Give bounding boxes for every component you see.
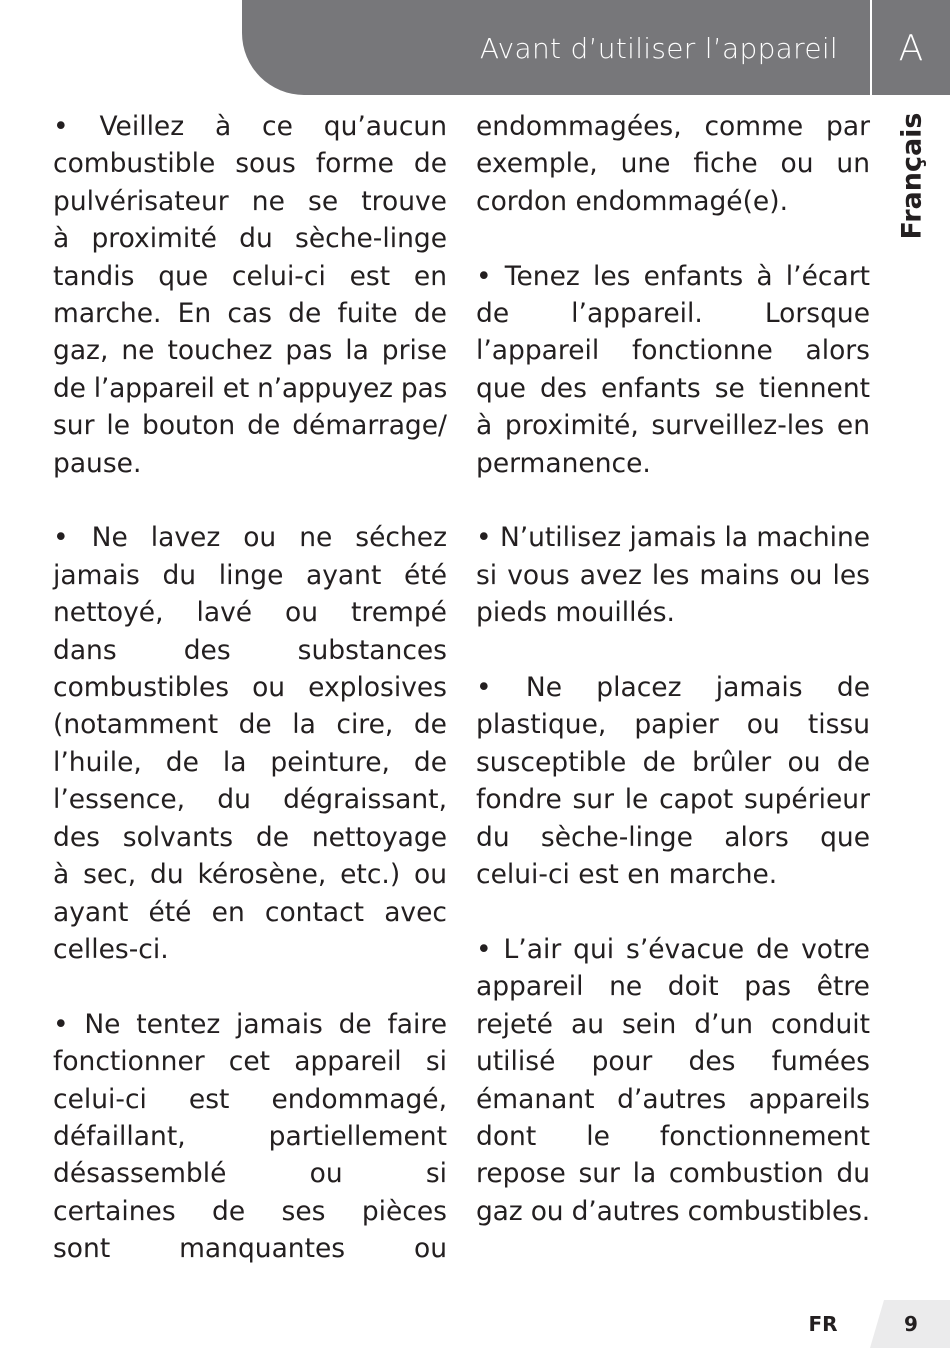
text-line: émanant d’autres appareils: [476, 1083, 870, 1115]
text-line: fonctionner cet appareil si: [53, 1046, 447, 1078]
paragraph: [476, 108, 870, 220]
text-line: appareil ne doit pas être: [476, 971, 870, 1003]
text-line: pulvérisateur ne se trouve: [53, 185, 447, 217]
text-line: utilisé pour des fumées: [476, 1046, 870, 1078]
text-line: des solvants de nettoyage: [53, 821, 447, 853]
text-line: permanence.: [476, 447, 651, 479]
text-line: marche. En cas de fuite de: [53, 298, 447, 330]
text-line: dont le fonctionnement: [476, 1120, 870, 1152]
text-line: • Ne tentez jamais de faire: [53, 1008, 447, 1040]
text-line: plastique, papier ou tissu: [476, 709, 870, 741]
text-line: désassemblé ou si: [53, 1158, 447, 1190]
text-line: si vous avez les mains ou les: [476, 559, 870, 591]
section-letter: A: [898, 28, 924, 69]
paragraph: [476, 258, 870, 482]
text-line: • Ne lavez ou ne séchez: [53, 522, 447, 554]
text-line: • N’utilisez jamais la machine: [476, 522, 870, 554]
text-line: certaines de ses pièces: [53, 1195, 447, 1227]
text-line: sur le bouton de démarrage/: [53, 410, 447, 442]
paragraph: [53, 519, 447, 968]
right-column: [476, 108, 870, 1268]
paragraph: [476, 669, 870, 893]
text-line: l’huile, de la peinture, de: [53, 746, 447, 778]
text-line: à sec, du kérosène, etc.) ou: [53, 859, 447, 891]
text-line: repose sur la combustion du: [476, 1158, 870, 1190]
paragraph: [476, 931, 870, 1230]
page-number: 9: [904, 1312, 918, 1336]
text-line: cordon endommagé(e).: [476, 185, 788, 217]
text-line: jamais du linge ayant été: [53, 559, 447, 591]
text-line: de l’appareil et n’appuyez pas: [53, 372, 447, 404]
text-line: susceptible de brûler ou de: [476, 746, 870, 778]
text-line: • Veillez à ce qu’aucun: [53, 111, 447, 142]
text-line: (notamment de la cire, de: [53, 709, 447, 741]
text-line: celui-ci est endommagé,: [53, 1083, 447, 1115]
text-line: du sèche-linge alors que: [476, 821, 870, 853]
footer-language: FR: [808, 1312, 838, 1336]
text-line: pause.: [53, 447, 142, 479]
text-line: gaz, ne touchez pas la prise: [53, 335, 447, 367]
text-line: • Tenez les enfants à l’écart: [476, 260, 870, 292]
text-line: que des enfants se tiennent: [476, 372, 870, 404]
text-line: à proximité, surveillez-les en: [476, 410, 870, 442]
text-line: rejeté au sein d’un conduit: [476, 1008, 870, 1040]
text-line: de l’appareil. Lorsque: [476, 298, 870, 330]
text-line: défaillant, partiellement: [53, 1120, 447, 1152]
left-column: [53, 108, 447, 1305]
text-line: à proximité du sèche-linge: [53, 223, 447, 255]
text-line: tandis que celui-ci est en: [53, 260, 447, 292]
text-line: gaz ou d’autres combustibles.: [476, 1195, 870, 1227]
text-line: l’appareil fonctionne alors: [476, 335, 870, 367]
text-line: pieds mouillés.: [476, 597, 675, 629]
header-title: Avant d’utiliser l’appareil: [479, 32, 838, 65]
paragraph: [53, 1006, 447, 1268]
language-side-label: Français: [896, 112, 928, 240]
text-line: • Ne placez jamais de: [476, 672, 870, 704]
text-line: ayant été en contact avec: [53, 896, 447, 928]
text-line: combustible sous forme de: [53, 148, 447, 180]
paragraph: [476, 519, 870, 631]
text-line: dans des substances: [53, 634, 447, 666]
paragraph: [53, 108, 447, 482]
text-line: celles-ci.: [53, 933, 169, 965]
text-line: sont manquantes ou: [53, 1233, 447, 1265]
text-line: endommagées, comme par: [476, 111, 870, 142]
text-line: fondre sur le capot supérieur: [476, 784, 870, 816]
text-line: nettoyé, lavé ou trempé: [53, 597, 447, 629]
text-line: celui-ci est en marche.: [476, 859, 778, 891]
text-line: l’essence, du dégraissant,: [53, 784, 447, 816]
text-line: combustibles ou explosives: [53, 672, 447, 704]
text-line: exemple, une fiche ou un: [476, 148, 870, 180]
text-line: • L’air qui s’évacue de votre: [476, 933, 870, 965]
